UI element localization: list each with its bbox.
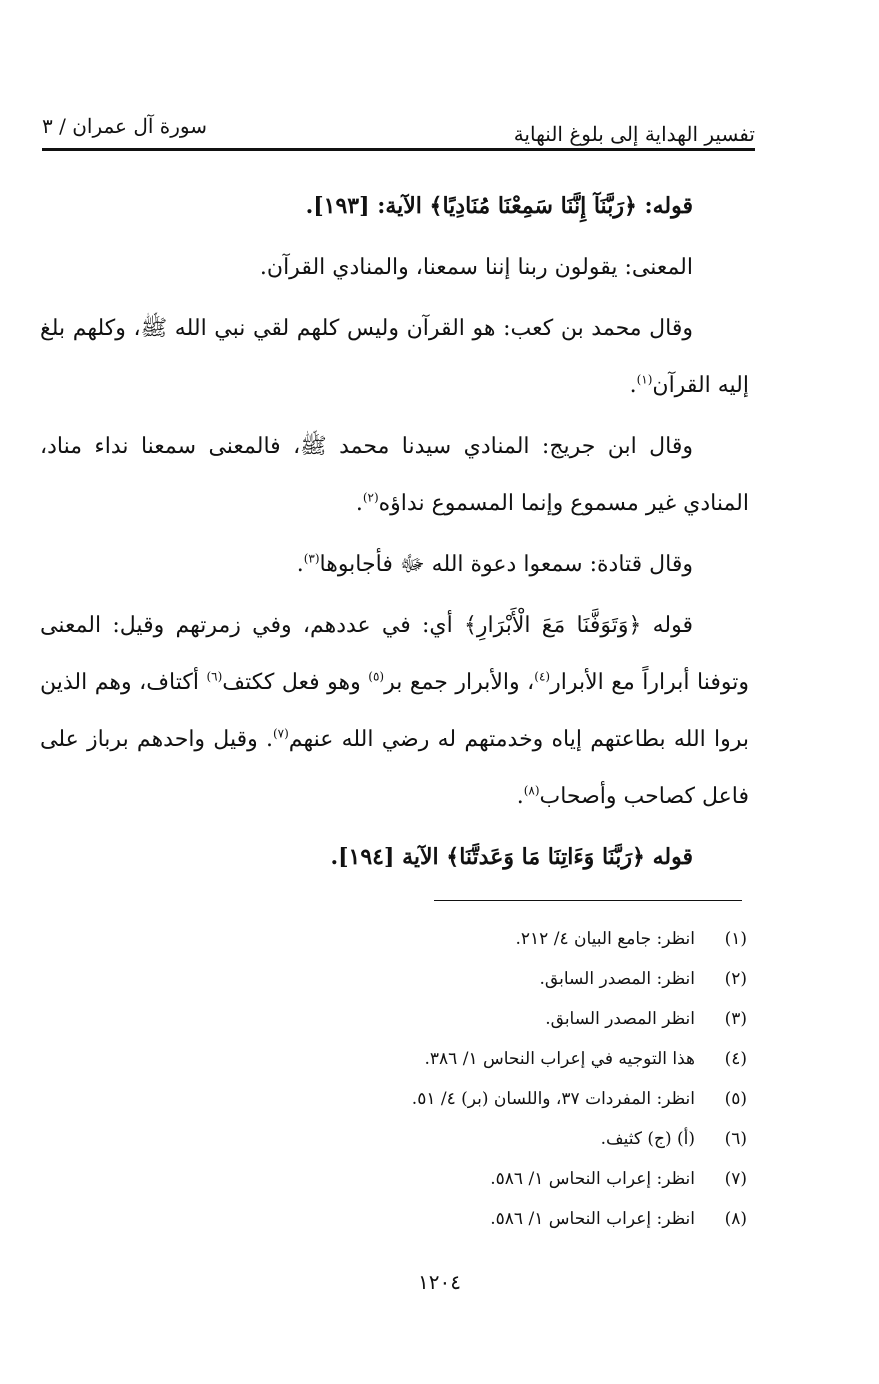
- footnotes-list: [200, 922, 747, 1242]
- footnote-item: [200, 1202, 747, 1242]
- footnote-ref[interactable]: (٨): [523, 783, 540, 798]
- footnote-item: [200, 1002, 747, 1042]
- footnote-number: (٨): [724, 1209, 747, 1229]
- footnote-item: [200, 1082, 747, 1122]
- paragraph-kaab: وقال محمد بن كعب: هو القرآن وليس كلهم لقي نبي الله ﷺ، وكلهم بلغ إليه القرآن$^{(١)}$.: [40, 316, 749, 398]
- footnote-number: (٥): [724, 1089, 747, 1109]
- footnote-text: انظر: المفردات ٣٧، واللسان (بر) ٤/ ٥١.: [411, 1089, 695, 1109]
- paragraph-meaning: المعنى: يقولون ربنا إننا سمعنا، والمنادي القرآن.: [259, 255, 693, 280]
- verse-quote-194: قوله ﴿رَبَّنَا وَءَاتِنَا مَا وَعَدتَّنَا﴾ الآية [١٩٤].: [330, 844, 693, 870]
- footnote-number: (٣): [724, 1009, 747, 1029]
- footnote-ref[interactable]: (٢): [362, 490, 379, 505]
- paragraph-jurayj: وقال ابن جريج: المنادي سيدنا محمد ﷺ، فالمعنى سمعنا نداء مناد، المنادي غير مسموع وإنما المسموع نداؤه$^{(٢)}$.: [40, 434, 749, 516]
- footnote-ref[interactable]: (٦): [206, 669, 223, 684]
- verse-quote-193: قوله: ﴿رَبَّنَآ إِنَّنَا سَمِعْنَا مُنَادِيًا﴾ الآية: [١٩٣].: [305, 193, 693, 219]
- footnote-item: [200, 1042, 747, 1082]
- footnote-text: انظر: إعراب النحاس ١/ ٥٨٦.: [490, 1209, 695, 1229]
- footnote-number: (٢): [724, 969, 747, 989]
- footnote-item: [200, 1162, 747, 1202]
- footnote-item: [200, 922, 747, 962]
- footnote-item: [200, 962, 747, 1002]
- book-title: تفسير الهداية إلى بلوغ النهاية: [513, 122, 755, 146]
- footnote-ref[interactable]: (١): [636, 372, 653, 387]
- paragraph-abrar: قوله ﴿وَتَوَفَّنَا مَعَ الْأَبْرَارِ﴾ أي: في عددهم، وفي زمرتهم وقيل: المعنى وتوفنا أبراراً مع الأبرار$^{(٤)}$، والأبرار جمع بر$^{(٥)}$ وهو فعل ككتف$^{(٦)}$ أكتاف، وهم الذين بروا الله بطاعتهم إياه وخدمتهم له رضي الله عنهم$^{(٧)}$. وقيل واحدهم برباز على فاعل كصاحب وأصحاب$^{(٨)}$.: [40, 613, 750, 809]
- page-number: ١٢٠٤: [418, 1270, 461, 1294]
- footnote-ref[interactable]: (٤): [534, 669, 551, 684]
- footnote-number: (٤): [724, 1049, 747, 1069]
- footnote-number: (٦): [724, 1129, 747, 1149]
- running-header: [42, 112, 755, 151]
- footnote-divider: [434, 900, 742, 901]
- footnote-number: (١): [724, 929, 747, 949]
- footnote-ref[interactable]: (٧): [272, 726, 289, 741]
- footnote-ref[interactable]: (٣): [303, 551, 320, 566]
- footnote-text: انظر: جامع البيان ٤/ ٢١٢.: [515, 929, 695, 949]
- footnote-text: هذا التوجيه في إعراب النحاس ١/ ٣٨٦.: [424, 1049, 695, 1069]
- paragraph-qatada: وقال قتادة: سمعوا دعوة الله ﷻ فأجابوها$^{(٣)}$.: [296, 551, 693, 577]
- footnote-text: انظر المصدر السابق.: [545, 1009, 695, 1029]
- footnote-text: انظر: إعراب النحاس ١/ ٥٨٦.: [490, 1169, 695, 1189]
- main-text: [40, 178, 749, 890]
- surah-label: سورة آل عمران / ٣: [42, 114, 208, 138]
- footnote-ref[interactable]: (٥): [368, 669, 385, 684]
- footnote-text: (أ) (ج) كثيف.: [600, 1129, 695, 1149]
- footnote-text: انظر: المصدر السابق.: [539, 969, 695, 989]
- footnote-item: [200, 1122, 747, 1162]
- footnote-number: (٧): [724, 1169, 747, 1189]
